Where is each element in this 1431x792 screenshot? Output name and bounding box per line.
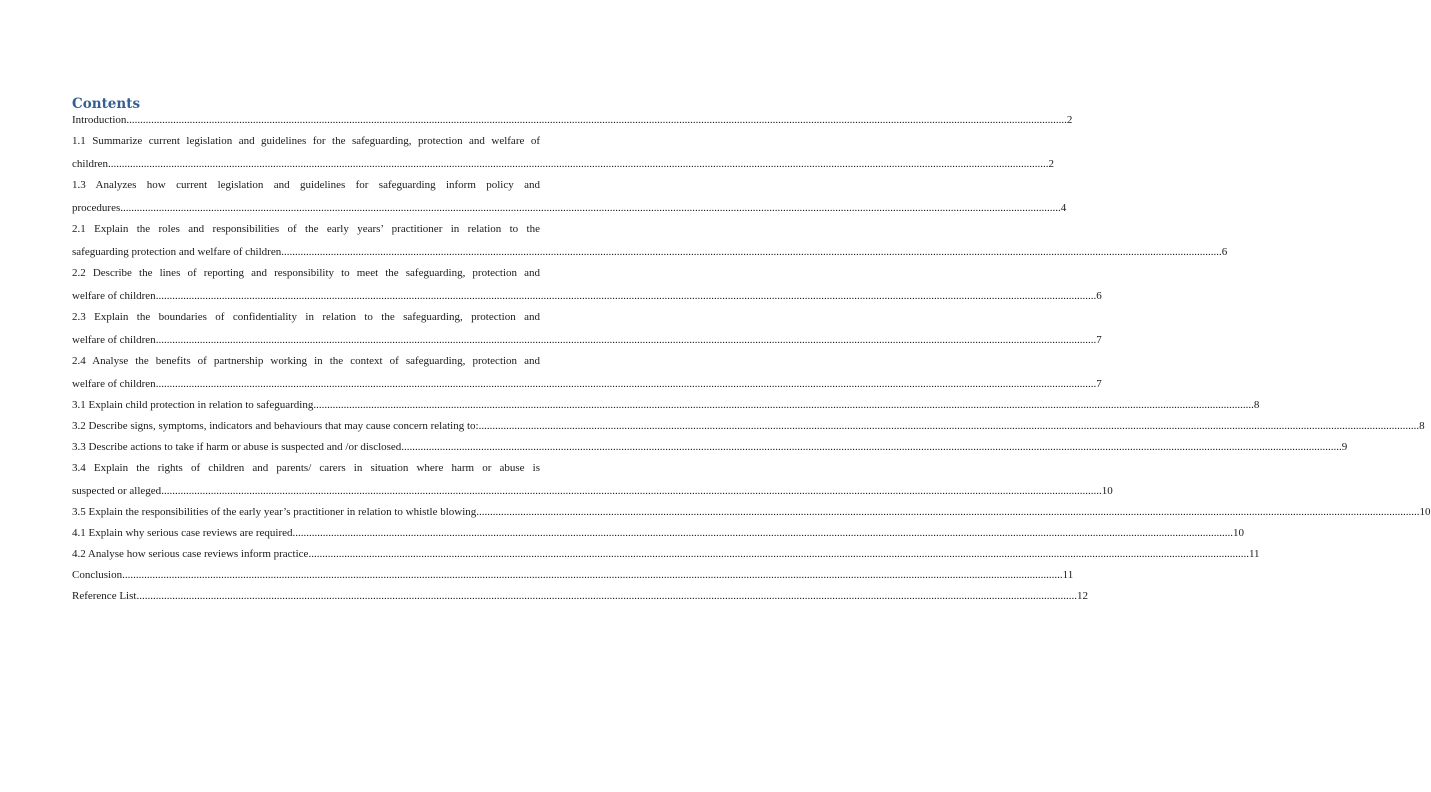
toc-entry-title-line2: welfare of children: [72, 290, 156, 302]
toc-entry[interactable]: [72, 564, 1074, 587]
toc-entry[interactable]: [72, 262, 1102, 308]
toc-page-number: 8: [1253, 399, 1260, 411]
toc-dot-leader: [313, 394, 1254, 417]
toc-entry-title: 3.1 Explain child protection in relation to safeguarding: [72, 399, 314, 411]
toc-entry[interactable]: [72, 109, 1073, 132]
toc-page-number: 10: [1101, 485, 1113, 497]
toc-page-number: 10: [1419, 506, 1431, 518]
toc-entry[interactable]: [72, 457, 1113, 503]
toc-dot-leader: [120, 197, 1061, 220]
toc-page-number: 2: [1066, 114, 1073, 126]
toc-entries: [72, 109, 1431, 608]
toc-page-number: 7: [1096, 378, 1102, 390]
toc-entry[interactable]: [72, 350, 1102, 396]
toc-dot-leader: [156, 285, 1097, 308]
toc-entry-title-line1: 1.1 Summarize current legislation and guidelines for the safeguarding, protection and welfare of: [72, 135, 540, 147]
toc-entry-title-line2: safeguarding protection and welfare of children: [72, 246, 282, 258]
toc-entry[interactable]: [72, 218, 1228, 264]
toc-page-number: 8: [1419, 420, 1425, 432]
toc-entry-title-line2: welfare of children: [72, 378, 156, 390]
toc-entry-title: 3.2 Describe signs, symptoms, indicators and behaviours that may cause concern relating to:: [72, 420, 479, 432]
toc-dot-leader: [281, 241, 1222, 264]
toc-entry-title: 4.1 Explain why serious case reviews are required: [72, 527, 293, 539]
toc-entry[interactable]: [72, 543, 1260, 566]
toc-dot-leader: [161, 480, 1102, 503]
toc-page-number: 10: [1233, 527, 1245, 539]
toc-entry[interactable]: [72, 585, 1088, 608]
toc-dot-leader: [136, 585, 1077, 608]
toc-dot-leader: [479, 415, 1420, 438]
toc-entry-title: Introduction: [72, 114, 127, 126]
toc-page-number: 4: [1060, 202, 1067, 214]
toc-dot-leader: [156, 329, 1097, 352]
toc-entry[interactable]: [72, 394, 1260, 417]
toc-dot-leader: [156, 373, 1097, 396]
toc-entry[interactable]: [72, 436, 1348, 459]
toc-entry[interactable]: [72, 501, 1431, 524]
toc-entry-title-line2: welfare of children: [72, 334, 156, 346]
toc-entry[interactable]: [72, 174, 1067, 220]
toc-dot-leader: [293, 522, 1234, 545]
toc-entry-title-line1: 2.1 Explain the roles and responsibilities of the early years’ practitioner in relation to the: [72, 223, 540, 235]
toc-entry-title-line1: 3.4 Explain the rights of children and parents/ carers in situation where harm or abuse is: [72, 462, 540, 474]
toc-entry[interactable]: [72, 415, 1425, 438]
toc-entry-title: 3.5 Explain the responsibilities of the early year’s practitioner in relation to whistle blowing.: [72, 506, 480, 518]
toc-entry-title: 4.2 Analyse how serious case reviews inform practice: [72, 548, 309, 560]
table-of-contents: [72, 95, 1431, 608]
toc-dot-leader: [126, 109, 1067, 132]
contents-heading: Contents: [72, 96, 141, 112]
toc-entry[interactable]: [72, 130, 1055, 176]
toc-entry[interactable]: [72, 306, 1102, 352]
toc-page-number: 2: [1048, 158, 1055, 170]
toc-dot-leader: [308, 543, 1249, 566]
toc-entry-title: 3.3 Describe actions to take if harm or abuse is suspected and /or disclosed: [72, 441, 402, 453]
toc-page-number: 7: [1096, 334, 1102, 346]
toc-entry-title-line2: suspected or alleged: [72, 485, 162, 497]
toc-entry-title: Conclusion: [72, 569, 123, 581]
toc-entry-title-line1: 2.2 Describe the lines of reporting and responsibility to meet the safeguarding, protection and: [72, 267, 540, 279]
toc-dot-leader: [401, 436, 1342, 459]
toc-page-number: 11: [1062, 569, 1074, 581]
toc-entry-title-line2: children: [72, 158, 109, 170]
toc-entry-title-line1: 1.3 Analyzes how current legislation and guidelines for safeguarding inform policy and: [72, 179, 540, 191]
toc-entry-title: Reference List: [72, 590, 137, 602]
toc-dot-leader: [122, 564, 1063, 587]
toc-entry[interactable]: [72, 522, 1245, 545]
toc-page-number: 11: [1248, 548, 1260, 560]
toc-page-number: 6: [1096, 290, 1102, 302]
toc-page-number: 9: [1341, 441, 1348, 453]
toc-page-number: 12: [1076, 590, 1088, 602]
toc-entry-title-line1: 2.3 Explain the boundaries of confidentiality in relation to the safeguarding, protection and: [72, 311, 540, 323]
toc-entry-title-line2: procedures: [72, 202, 121, 214]
toc-dot-leader: [108, 153, 1049, 176]
toc-page-number: 6: [1221, 246, 1228, 258]
toc-entry-title-line1: 2.4 Analyse the benefits of partnership working in the context of safeguarding, protection and: [72, 355, 540, 367]
toc-dot-leader: [479, 501, 1420, 524]
